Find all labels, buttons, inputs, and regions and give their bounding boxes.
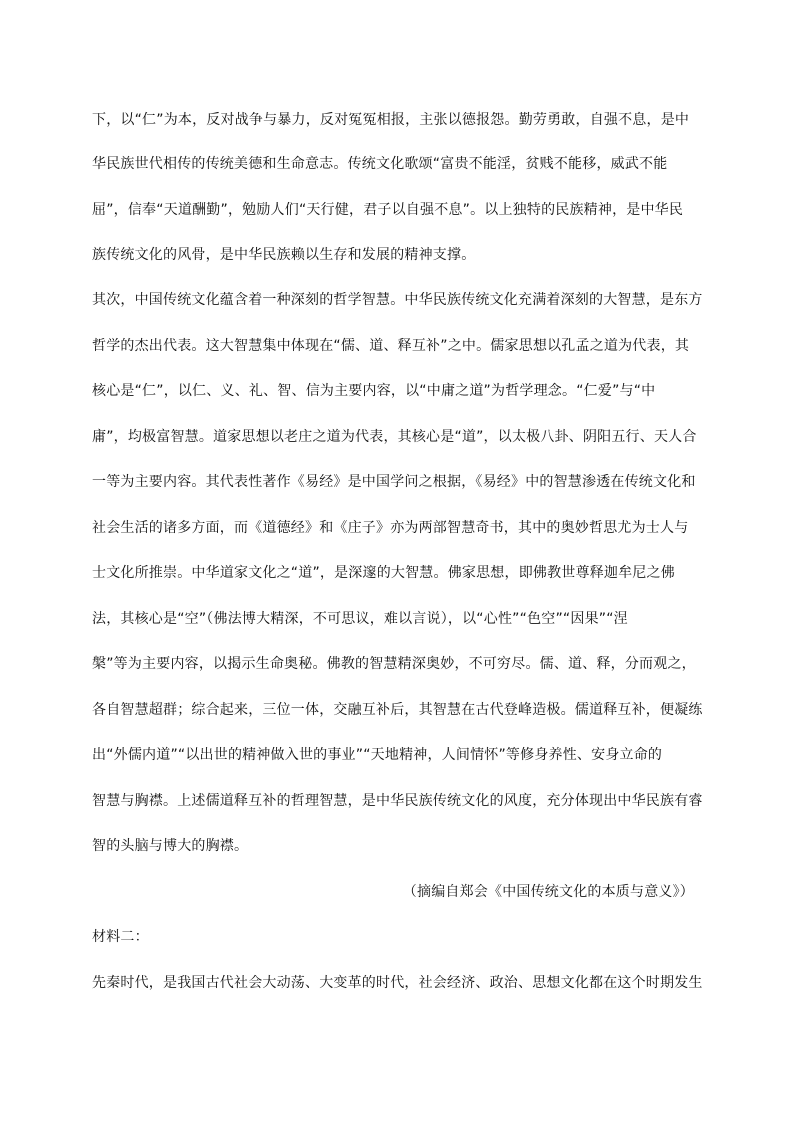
text-line: 先秦时代，是我国古代社会大动荡、大变革的时代，社会经济、政治、思想文化都在这个时期发生: [92, 975, 703, 991]
text-line: 智慧与胸襟。上述儒道释互补的哲理智慧，是中华民族传统文化的风度，充分体现出中华民族有睿: [92, 793, 703, 809]
text-line: 哲学的杰出代表。这大智慧集中体现在“儒、道、释互补”之中。儒家思想以孔孟之道为代表，其: [92, 338, 690, 354]
text-line: 槃”等为主要内容，以揭示生命奥秘。佛教的智慧精深奥妙，不可穷尽。儒、道、释，分而观之，: [92, 656, 696, 672]
text-line: 法，其核心是“空”（佛法博大精深，不可思议，难以言说），以“心性”“色空”“因果”“涅: [92, 611, 628, 627]
text-line: 核心是“仁”，以仁、义、礼、智、信为主要内容，以“中庸之道”为哲学理念。“仁爱”与“中: [92, 383, 656, 399]
text-line: 各自智慧超群；综合起来，三位一体，交融互补后，其智慧在古代登峰造极。儒道释互补，便凝练: [92, 702, 703, 718]
text-line: 族传统文化的风骨，是中华民族赖以生存和发展的精神支撑。: [92, 247, 476, 263]
text-line: 一等为主要内容。其代表性著作《易经》是中国学问之根据，《易经》中的智慧渗透在传统文化和: [92, 474, 696, 490]
text-line: 出“外儒内道”“以出世的精神做入世的事业”“天地精神，人间情怀”等修身养性、安身立命的: [92, 747, 663, 763]
text-line: 屈”，信奉“天道酬勤”，勉励人们“天行健，君子以自强不息”。以上独特的民族精神，是中华民: [92, 202, 684, 218]
text-line: 社会生活的诸多方面，而《道德经》和《庄子》亦为两部智慧奇书，其中的奥妙哲思尤为士人与: [92, 520, 689, 536]
source-citation: （摘编自郑会《中国传统文化的本质与意义》）: [402, 884, 694, 900]
text-line: 下，以“仁”为本，反对战争与暴力，反对冤冤相报，主张以德报怨。勤劳勇敢，自强不息，是中: [92, 112, 690, 128]
text-line: 华民族世代相传的传统美德和生命意志。传统文化歌颂“富贵不能淫，贫贱不能移，威武不能: [92, 156, 668, 172]
text-line: 其次，中国传统文化蕴含着一种深刻的哲学智慧。中华民族传统文化充满着深刻的大智慧，是东方: [92, 292, 703, 308]
text-line: 士文化所推崇。中华道家文化之“道”，是深邃的大智慧。佛家思想，即佛教世尊释迦牟尼之佛: [92, 565, 675, 581]
text-line: 智的头脑与博大的胸襟。: [92, 838, 249, 854]
section-heading: 材料二：: [92, 929, 149, 945]
text-line: 庸”，均极富智慧。道家思想以老庄之道为代表，其核心是“道”，以太极八卦、阴阳五行、天人合: [92, 429, 697, 445]
